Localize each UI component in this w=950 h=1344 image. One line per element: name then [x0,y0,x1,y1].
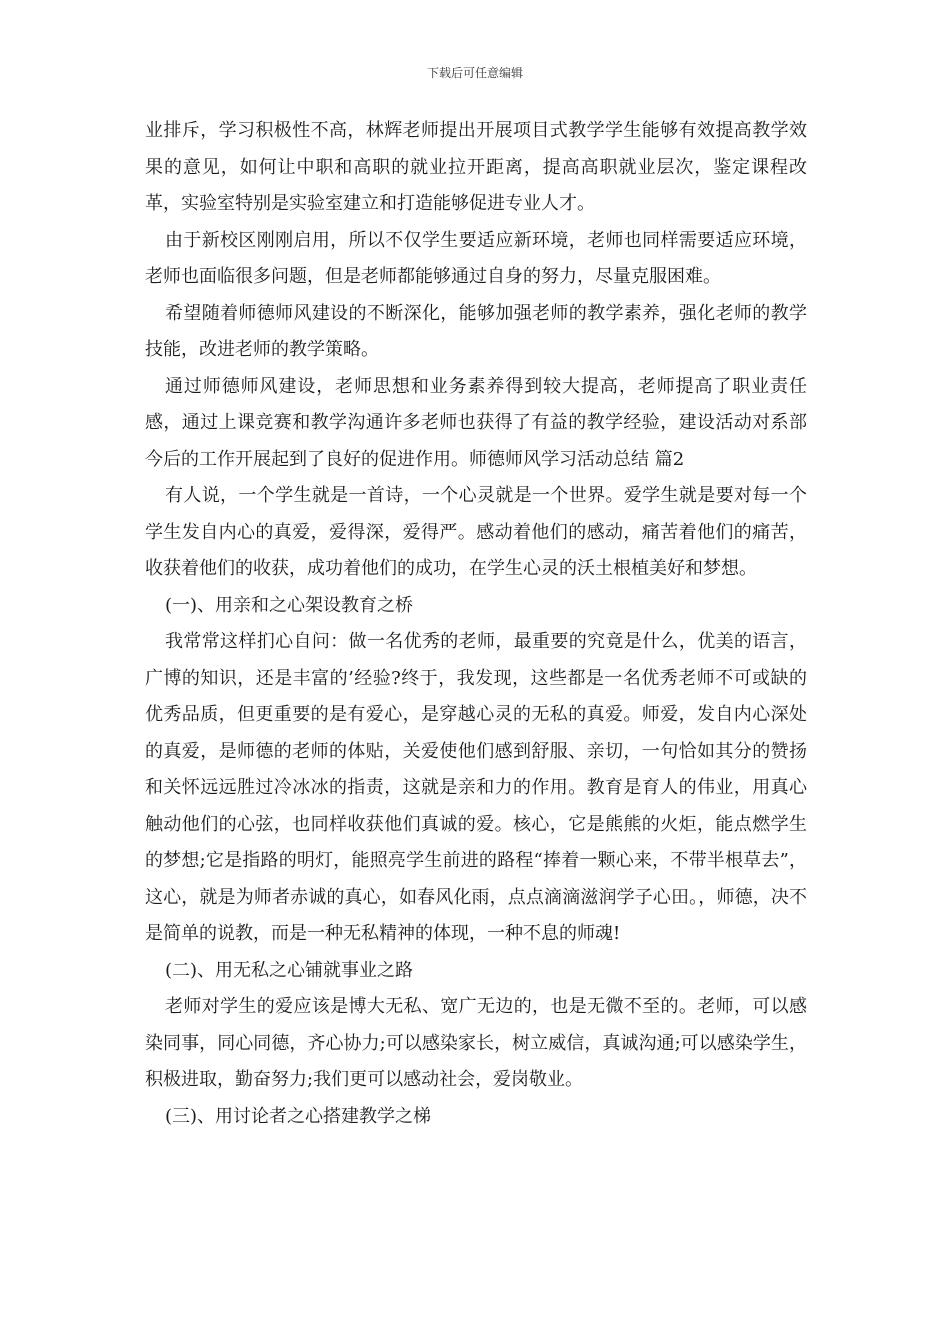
section-heading: (三)、用讨论者之心搭建教学之梯 [165,1105,432,1127]
section-heading: (二)、用无私之心铺就事业之路 [165,959,414,981]
paragraph: 我常常这样扪心自问：做一名优秀的老师，最重要的究竟是什么，优美的语言，广博的知识，还是丰富的’经验?终于，我发现，这些都是一名优秀老师不可或缺的优秀品质，但更重要的是有爱心，是穿越心灵的无私的真爱。师爱，发自内心深处的真爱，是师德的老师的体贴，关爱使他们感到舒服、亲切，一句恰如其分的赞扬和关怀远远胜过冷冰冰的指责，这就是亲和力的作用。教育是育人的伟业，用真心触动他们的心弦，也同样收获他们真诚的爱。核心，它是熊熊的火炬，能点燃学生的梦想;它是指路的明灯，能照亮学生前进的路程“捧着一颗心来，不带半根草去”，这心，就是为师者赤诚的真心，如春风化雨，点点滴滴滋润学子心田。，师德，决不是简单的说教，而是一种无私精神的体现，一种不息的师魂! [145,631,807,944]
document-body [145,113,807,1135]
paragraph: 通过师德师风建设，老师思想和业务素养得到较大提高，老师提高了职业责任感，通过上课竞赛和教学沟通许多老师也获得了有益的教学经验，建设活动对系部今后的工作开展起到了良好的促进作用。师德师风学习活动总结 篇2 [145,375,807,470]
paragraph: 老师对学生的爱应该是博大无私、宽广无边的，也是无微不至的。老师，可以感染同事，同心同德，齐心协力;可以感染家长，树立威信，真诚沟通;可以感染学生，积极进取，勤奋努力;我们更可以感动社会，爱岗敬业。 [145,996,807,1090]
paragraph: 由于新校区刚刚启用，所以不仅学生要适应新环境，老师也同样需要适应环境，老师也面临很多问题，但是老师都能够通过自身的努力，尽量克服困难。 [145,229,807,287]
section-heading: (一)、用亲和之心架设教育之桥 [165,594,414,616]
paragraph: 业排斥，学习积极性不高，林辉老师提出开展项目式教学学生能够有效提高教学效果的意见，如何让中职和高职的就业拉开距离，提高高职就业层次，鉴定课程改革，实验室特别是实验室建立和打造能够促进专业人才。 [145,120,807,214]
page-header: 下载后可任意编辑 [426,66,523,80]
paragraph: 有人说，一个学生就是一首诗，一个心灵就是一个世界。爱学生就是要对每一个学生发自内心的真爱，爱得深，爱得严。感动着他们的感动，痛苦着他们的痛苦，收获着他们的收获，成功着他们的成功，在学生心灵的沃土根植美好和梦想。 [145,485,807,579]
paragraph: 希望随着师德师风建设的不断深化，能够加强老师的教学素养，强化老师的教学技能，改进老师的教学策略。 [145,302,807,360]
